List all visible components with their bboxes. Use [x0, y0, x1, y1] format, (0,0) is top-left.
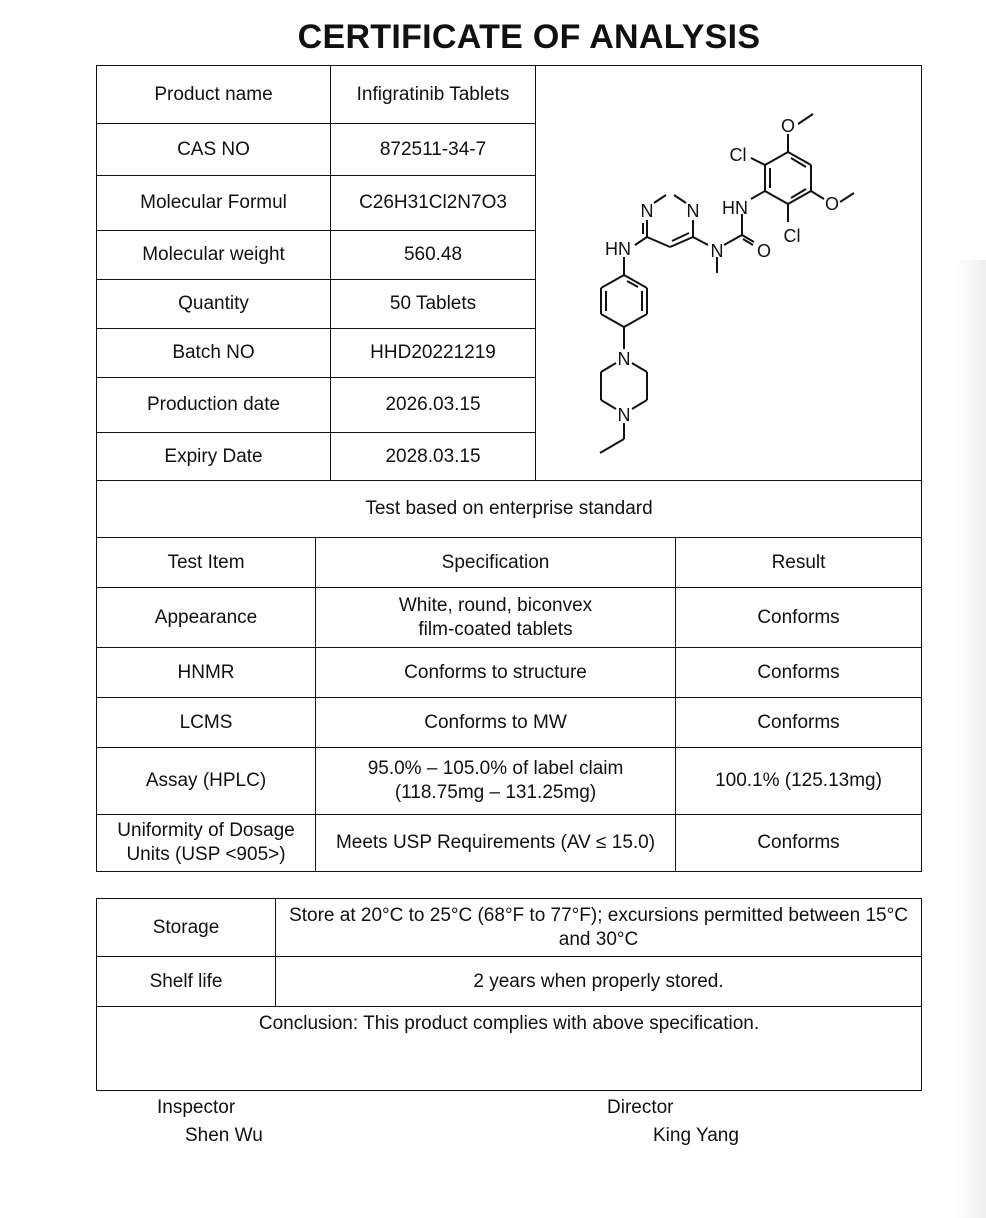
info-label: Molecular weight: [97, 231, 331, 280]
test-result: Conforms: [676, 698, 922, 748]
header-specification: Specification: [316, 538, 676, 588]
atom-label-o: O: [825, 193, 840, 214]
shelf-life-value: 2 years when properly stored.: [276, 957, 922, 1007]
test-specification: Meets USP Requirements (AV ≤ 15.0): [316, 815, 676, 872]
test-item: [97, 815, 316, 872]
atom-label-n: N: [640, 200, 654, 221]
atom-label-cl: Cl: [729, 144, 747, 165]
test-row: [97, 648, 922, 698]
info-value: Infigratinib Tablets: [331, 66, 536, 124]
shelf-life-label: Shelf life: [97, 957, 276, 1007]
info-label: Expiry Date: [97, 433, 331, 481]
document-title: CERTIFICATE OF ANALYSIS: [297, 18, 761, 56]
test-result: 100.1% (125.13mg): [676, 748, 922, 815]
test-row: [97, 588, 922, 648]
test-item: Assay (HPLC): [97, 748, 316, 815]
info-label: Batch NO: [97, 329, 331, 378]
chemical-structure-cell: [536, 66, 922, 481]
test-item: LCMS: [97, 698, 316, 748]
test-item: HNMR: [97, 648, 316, 698]
info-row: [97, 66, 922, 124]
atom-label-o: O: [757, 240, 772, 261]
test-result: Conforms: [676, 588, 922, 648]
info-value: C26H31Cl2N7O3: [331, 176, 536, 231]
analysis-table: [96, 65, 922, 872]
item-line: Uniformity of Dosage: [117, 820, 295, 841]
info-label: CAS NO: [97, 124, 331, 176]
storage-line: and 30°C: [558, 928, 639, 950]
test-row: [97, 815, 922, 872]
header-test-item: Test Item: [97, 538, 316, 588]
item-line: Units (USP <905>): [126, 844, 286, 865]
info-value: 560.48: [331, 231, 536, 280]
atom-label-hn: HN: [605, 238, 632, 259]
inspector-name: Shen Wu: [185, 1125, 263, 1146]
info-value: 50 Tablets: [331, 280, 536, 329]
atom-label-n: N: [710, 240, 724, 261]
storage-line: Store at 20°C to 25°C (68°F to 77°F); excursions permitted between 15°C: [289, 904, 908, 926]
info-label: Molecular Formul: [97, 176, 331, 231]
header-result: Result: [676, 538, 922, 588]
test-specification: [316, 748, 676, 815]
spec-line: (118.75mg – 131.25mg): [394, 782, 597, 803]
test-basis-row: [97, 481, 922, 538]
atom-label-o: O: [781, 115, 796, 136]
test-row: [97, 748, 922, 815]
atom-label-cl: Cl: [783, 225, 801, 246]
inspector-title: Inspector: [157, 1097, 236, 1118]
atom-label-n: N: [617, 404, 631, 425]
page-shadow: [956, 260, 986, 1218]
conclusion: Conclusion: This product complies with above specification.: [97, 1007, 922, 1091]
storage-label: Storage: [97, 899, 276, 957]
test-basis: Test based on enterprise standard: [97, 481, 922, 538]
chemical-structure: [536, 67, 919, 480]
conclusion-row: [97, 1007, 922, 1091]
info-label: Quantity: [97, 280, 331, 329]
spec-line: 95.0% – 105.0% of label claim: [367, 758, 624, 779]
test-specification: Conforms to structure: [316, 648, 676, 698]
atom-label-n: N: [617, 348, 631, 369]
test-row: [97, 698, 922, 748]
atom-label-hn: HN: [722, 197, 749, 218]
info-label: Product name: [97, 66, 331, 124]
director-title: Director: [607, 1097, 674, 1118]
atom-label-n: N: [686, 200, 700, 221]
test-item: Appearance: [97, 588, 316, 648]
info-value: 2026.03.15: [331, 378, 536, 433]
test-specification: Conforms to MW: [316, 698, 676, 748]
test-specification: White, round, biconvex film-coated tablets: [316, 588, 676, 648]
storage-table: [96, 898, 922, 1091]
director-name: King Yang: [653, 1125, 739, 1146]
info-value: 2028.03.15: [331, 433, 536, 481]
test-result: Conforms: [676, 815, 922, 872]
test-header-row: [97, 538, 922, 588]
test-result: Conforms: [676, 648, 922, 698]
info-value: 872511-34-7: [331, 124, 536, 176]
storage-row: [97, 899, 922, 957]
info-label: Production date: [97, 378, 331, 433]
info-value: HHD20221219: [331, 329, 536, 378]
storage-value: [276, 899, 922, 957]
shelf-life-row: [97, 957, 922, 1007]
